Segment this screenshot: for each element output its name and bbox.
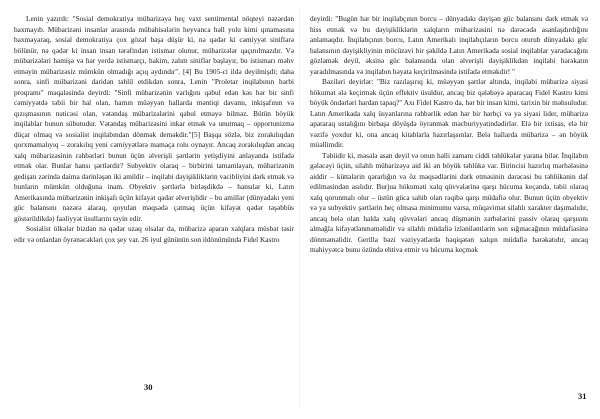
right-paragraph-2: Bəziləri deyirlər: "Biz razılaşırıq ki, müəyyən şərtlər altında, inqilabi mübarizə siyasi hökumət ələ keçirmək üçün effektiv üsuldur, ancaq biz qələbəyə aparacaq Fidel Kastro kimi böyük öndərləri hardan tapaq?" Axı Fidel Kastro da, hər bir insan kimi, tarixin bir məhsuludur. Latın Amerikada xalq üsyanlarına rəhbərlik edən hər bir hərbçi və ya siyasi lider, mübarizə apararaq ustalığını birbaşa döyüşdə öyrənmək məcburiyyətindədirlər. Elə bir ixtisas, elə bir vəzifə yoxdur ki, ona ancaq kitablarla hazırlaşsınlar. Belə hallarda mübarizə – ən böyük müəllimdir. bbox=[310, 77, 588, 149]
right-paragraph-3: Təbiidir ki, məsələ asan deyil və onun həlli zamanı ciddi təhlükələr yarana bilər. İnqilabın gələcəyi üçün, silahlı mübarizəyə aid iki ən böyük təhlükə var. Birincisi hazırlıq mərhələsinə aiddir – küttələrin qərarlığın və öz məqsədlərini dərk etməsinin dərəcəsi bu təhlükənin dəf edilməsindən asılıdır. Burjua hökuməti xalq qüvvələrinə qarşı hücuma keçəndə, təbii olaraq xalq qorunmalı olur – üstün güca sahib olan rəqibə qarşı müdafiə olur. Bunun üçün obyektiv və ya subyektiv şərtlərin heç olmasa minimumu varsa, müqavimət silahlı xarakter daşımalıdır, ancaq belə olan halda xalq qüvvələri ancaq düşmənin zərbələrini passiv olaraq qarşısını almağla kifayətlənməməlidir və silahlı müdafiə izləniləntlərin son sığınacağının müdafiəsinə dönməməlidir. Gerilla bəzi vəziyyətlərdə həqiqətən xalqın müdafiə hərəkatıdır, ancaq mahiyyətcə bunu özündə ehtiva etmir və hücuma keçmək bbox=[310, 150, 588, 254]
page-number-left: 30 bbox=[144, 382, 153, 392]
right-paragraph-1: deyirdi: "Bugün hər bir inqilabçının borcu – dünyadakı dəyişən güc balansını dərk etmək və hiss etmək və bu dəyişikliklərin xalqların mübarizəsini nə dərəcədə asanlaşdırdığını anlamaqdır. İnqilabçının borcu, Latın Amerikalı inqilabçıların borcu oturub dünyadakı güc balansının dəyişikliyinin möcüzəvi bir şəkildə Latın Amerikada sosial inqilablar yaradacağını gözləmək deyil, əksinə güc balansında olan əlverişli dəyişiklikdən inqilabi hərəkatın yaradılmasında və inqilabın həyata keçirilməsində istifadə etməkdir! " bbox=[310, 14, 588, 76]
left-paragraph-1: Lenin yazırdı: "Sosial demokratiya mübarizəyə heç vaxt sentimental nöqteyi nəzərdən baxmayıb. Mübarizəni insanlar arasında mübahisələrin heyvanca həll yolu kimi qınamasına baxmayaraq, sosial demokratiya çox gözəl başa düşür ki, nə qədər ki cəmiyyət siniflərə bölünür, nə qədər ki insan insan tərəfindən istismar olunur, mübarizələr qaçınılmazdır. Və mübarizələri həmişə və hər yerdə istismarçı, hakim, zalım siniflər başlayır, bu istismarı məhv etməyin mübarizəsiz mümkün olmadığı açıq aydındır". [4] Bu 1905-ci ildə deyilmişdi; daha sonra, sinfi mübarizəni daridən təhlil etdikdən sonra, Lenin "Proletar inqilabının hərbi proqramı" məqaləsində deyirdi: "Sinfi mübarizənin varlığını qəbul edən kəs hər bir sinfi cəmiyyətdə təbii bir hal olan, hamın müəyyən hallarda məntiqi davamı, inkişafının və qızışmasının nəticəsi olan, vətəndaş mübarizələrini qəbul etməyə bilməz. Bütün böyük inqilablar bunun sübutudur. Vətəndaş mübarizəsini inkar etmək və unutmaq – opportunizmə düçar olmaq və sosialist inqilabından dönmək deməkdir."[5] Başqa sözlə, biz zorakılıqdan qorxmamalıyıq – zorakılıq yeni cəmiyyətlərə mamaça rolu oynayır. Ancaq zorakılıqdan ancaq xalq mübarizəsinin rəhbərləri bunun üçün əlverişli şərtlərin yetişdiyini anlayanda istifadə etmək olar. Bunlar hansı şərtlərdir? Subyektiv olaraq – birbirini tamamlayan, mübarizənin gedişatı zərində daima dərinləşən iki amildir – inqilabi dəyişikliklərin vacibliyini dərk etmək və bunların mümkün olduğuna inam. Obyektiv şərtlərlə birləşdikdə – hansılar ki, Latın Amerikasında mübarizənin inkişafı üçün kifayət qədər əlverişlidir – bu amillər (dünyadakı yeni güc balansını nəzərə alaraq, qoyulan məqsədə çatmaq üçün kifayət qədər təşəbbüs göstərildikdə) faəliyyət üsullarını təyin edir. bbox=[14, 14, 294, 223]
left-paragraph-2: Sosialist ölkələr bizdən nə qədər uzaq olsalar da, mübarizə aparan xalqlara müsbət təsir edir və onlardan öyrənəcəkləri çox şey var. 26 iyul gününün son ildönümündə Fidel Kastro bbox=[14, 224, 294, 244]
right-page bbox=[310, 14, 588, 374]
left-page bbox=[14, 14, 294, 374]
page-gutter bbox=[299, 8, 300, 408]
page-number-right: 31 bbox=[578, 391, 587, 401]
